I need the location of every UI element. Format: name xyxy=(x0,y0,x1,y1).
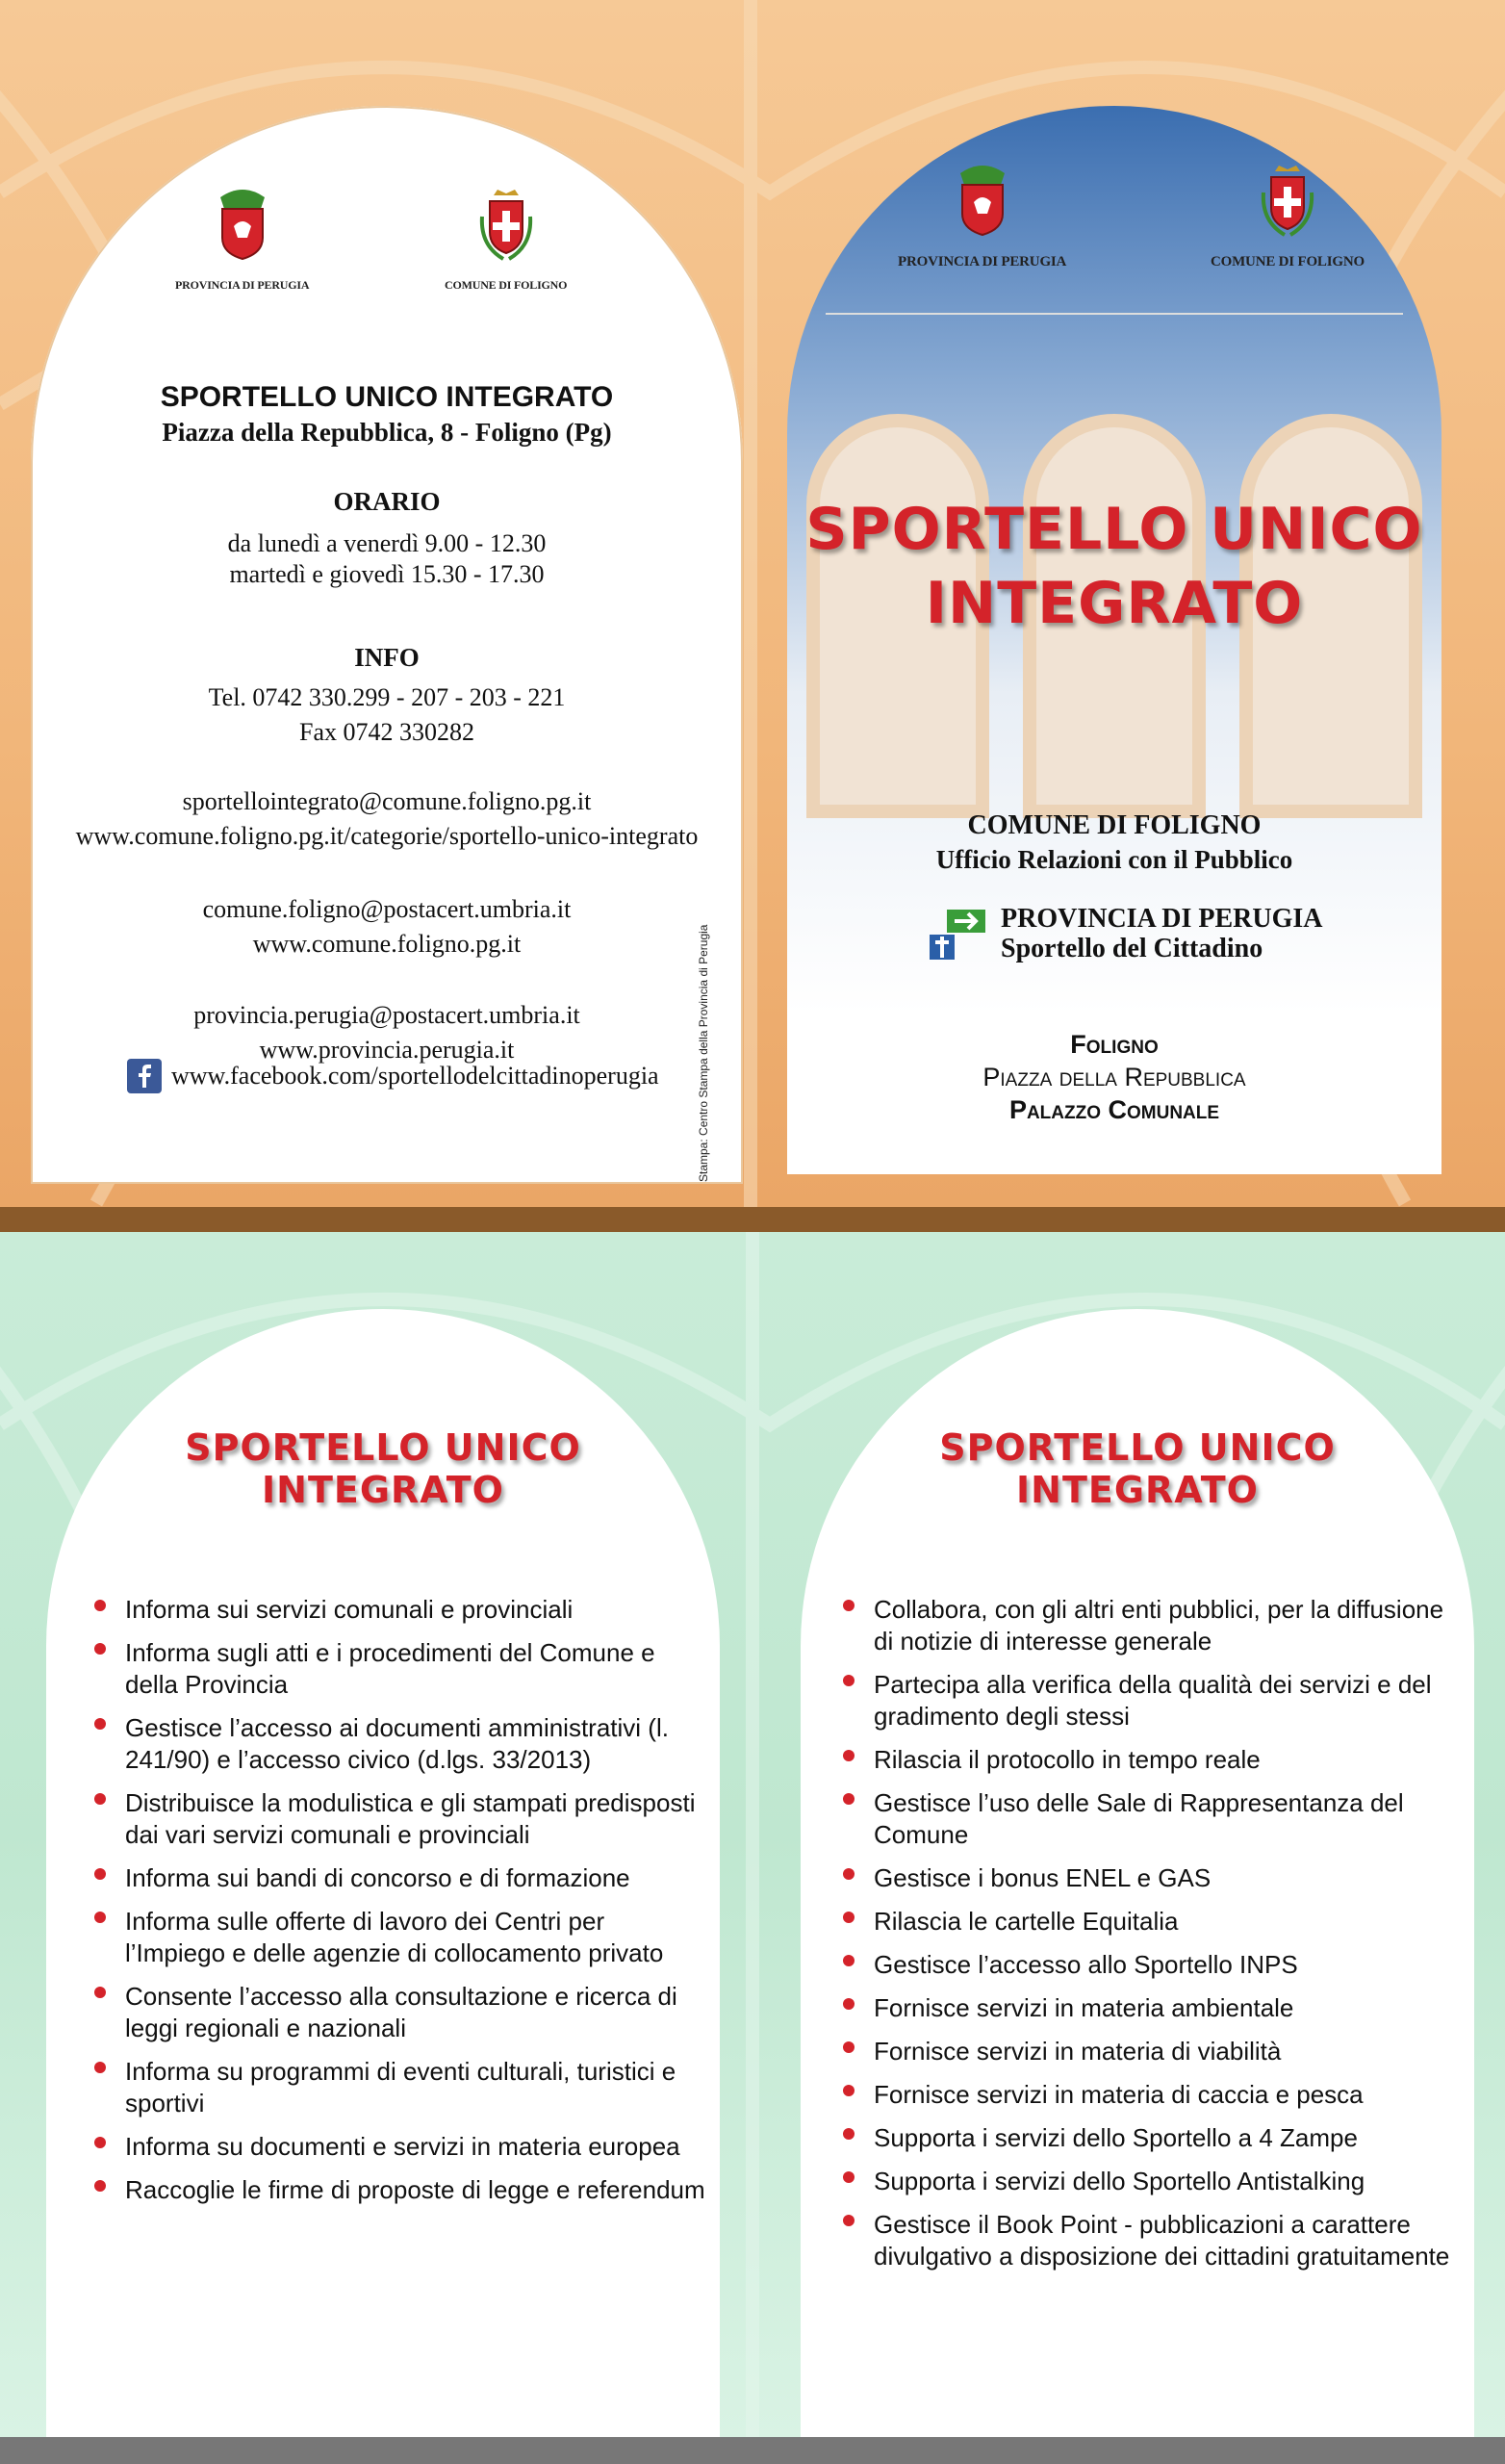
comune-logo-label: COMUNE DI FOLIGNO xyxy=(445,278,568,292)
comune-foligno-crest-icon xyxy=(476,188,536,261)
inside-left-panel xyxy=(46,1309,720,2437)
list-item-text: Supporta i servizi dello Sportello Antistalking xyxy=(874,2167,1365,2195)
list-item xyxy=(94,1981,710,2044)
bullet-icon xyxy=(94,1793,106,1805)
cover-title-line-1: SPORTELLO UNICO xyxy=(805,496,1423,563)
email-comune[interactable]: comune.foligno@postacert.umbria.it xyxy=(202,895,572,923)
list-item-text: Gestisce l’uso delle Sale di Rappresentanza del Comune xyxy=(874,1788,1404,1849)
bullet-icon xyxy=(843,1998,855,2010)
list-item-text: Gestisce l’accesso allo Sportello INPS xyxy=(874,1950,1298,1979)
list-item xyxy=(94,2056,710,2119)
sportello-cittadino-logo-icon xyxy=(928,908,987,962)
list-item-text: Gestisce i bonus ENEL e GAS xyxy=(874,1863,1212,1892)
provincia-logo-label: PROVINCIA DI PERUGIA xyxy=(898,254,1067,270)
list-item-text: Rilascia il protocollo in tempo reale xyxy=(874,1745,1261,1774)
list-item-text: Informa sulle offerte di lavoro dei Centri per l’Impiego e delle agenzie di collocamento privato xyxy=(125,1907,664,1967)
list-item-text: Raccoglie le firme di proposte di legge e referendum xyxy=(125,2175,705,2204)
hours-line-1: da lunedì a venerdì 9.00 - 12.30 xyxy=(227,529,547,557)
bullet-icon xyxy=(94,2062,106,2073)
list-item xyxy=(94,1787,710,1851)
list-item-text: Informa sui servizi comunali e provinciali xyxy=(125,1595,574,1624)
list-item xyxy=(843,1787,1459,1851)
list-item-text: Informa sugli atti e i procedimenti del Comune e della Provincia xyxy=(125,1638,655,1699)
sportello-cittadino-block xyxy=(928,905,1322,964)
bullet-icon xyxy=(843,1955,855,1966)
provincia-logo-cover xyxy=(898,164,1066,270)
bullet-icon xyxy=(843,1793,855,1805)
telephone: Tel. 0742 330.299 - 207 - 203 - 221 xyxy=(208,683,566,711)
list-item xyxy=(94,1712,710,1776)
bullet-icon xyxy=(843,1675,855,1686)
print-credit: Stampa: Centro Stampa della Provincia di Perugia xyxy=(697,924,710,1182)
provincia-perugia-crest-icon xyxy=(953,164,1012,237)
comune-logo-label: COMUNE DI FOLIGNO xyxy=(1211,254,1365,270)
list-item-text: Fornisce servizi in materia ambientale xyxy=(874,1993,1294,2022)
facebook-link[interactable]: www.facebook.com/sportellodelcittadinoperugia xyxy=(171,1062,659,1090)
ufficio-name: Ufficio Relazioni con il Pubblico xyxy=(935,845,1293,874)
inside-left-title-line-2: INTEGRATO xyxy=(262,1469,504,1511)
list-item xyxy=(843,2079,1459,2111)
comune-logo-cover xyxy=(1211,164,1365,270)
bullet-icon xyxy=(94,2137,106,2148)
hours-line-2: martedì e giovedì 15.30 - 17.30 xyxy=(229,560,545,588)
bullet-icon xyxy=(843,1750,855,1761)
list-item xyxy=(843,2036,1459,2067)
bullet-icon xyxy=(94,1987,106,1998)
comune-foligno-crest-icon xyxy=(1258,164,1317,237)
hours-heading: ORARIO xyxy=(333,487,441,516)
list-item-text: Fornisce servizi in materia di caccia e pesca xyxy=(874,2080,1364,2109)
list-item xyxy=(94,1862,710,1894)
list-item xyxy=(843,1949,1459,1981)
list-item xyxy=(94,1906,710,1969)
bullet-icon xyxy=(843,2041,855,2053)
footer-bar xyxy=(0,2437,1505,2464)
inside-right-title-line-1: SPORTELLO UNICO xyxy=(939,1426,1336,1469)
bullet-icon xyxy=(94,1643,106,1655)
bullet-icon xyxy=(94,1600,106,1611)
fax: Fax 0742 330282 xyxy=(299,718,474,746)
bullet-icon xyxy=(843,1600,855,1611)
list-item xyxy=(843,1594,1459,1657)
web-sportello[interactable]: www.comune.foligno.pg.it/categorie/sportello-unico-integrato xyxy=(75,822,699,850)
list-item-text: Informa su documenti e servizi in materia europea xyxy=(125,2132,680,2161)
list-item-text: Rilascia le cartelle Equitalia xyxy=(874,1907,1179,1936)
list-item-text: Gestisce l’accesso ai documenti amministrativi (l. 241/90) e l’accesso civico (d.lgs. 33/2013) xyxy=(125,1713,669,1774)
list-item xyxy=(843,1744,1459,1776)
provincia-logo-label: PROVINCIA DI PERUGIA xyxy=(175,278,310,292)
email-provincia[interactable]: provincia.perugia@postacert.umbria.it xyxy=(193,1001,580,1029)
web-provincia[interactable]: www.provincia.perugia.it xyxy=(259,1036,515,1064)
inside-right-list xyxy=(843,1594,1459,2284)
list-item-text: Fornisce servizi in materia di viabilità xyxy=(874,2037,1282,2066)
inside-right-panel xyxy=(801,1309,1474,2437)
list-item-text: Distribuisce la modulistica e gli stampati predisposti dai vari servizi comunali e provinciali xyxy=(125,1788,696,1849)
list-item xyxy=(843,1906,1459,1938)
provincia-name: PROVINCIA DI PERUGIA xyxy=(1001,904,1323,934)
list-item-text: Supporta i servizi dello Sportello a 4 Zampe xyxy=(874,2123,1358,2152)
list-item-text: Consente l’accesso alla consultazione e ricerca di leggi regionali e nazionali xyxy=(125,1982,677,2042)
bullet-icon xyxy=(94,1718,106,1730)
list-item-text: Informa sui bandi di concorso e di formazione xyxy=(125,1863,630,1892)
web-comune[interactable]: www.comune.foligno.pg.it xyxy=(252,930,522,958)
list-item xyxy=(843,1862,1459,1894)
list-item xyxy=(94,2174,710,2206)
provincia-perugia-crest-icon xyxy=(213,188,272,261)
comune-name: COMUNE DI FOLIGNO xyxy=(967,810,1262,840)
list-item xyxy=(843,2166,1459,2197)
list-item xyxy=(94,1637,710,1701)
fold-divider xyxy=(0,1207,1505,1232)
list-item-text: Informa su programmi di eventi culturali, turistici e sportivi xyxy=(125,2057,676,2118)
provincia-logo xyxy=(175,188,309,293)
list-item xyxy=(843,1992,1459,2024)
bullet-icon xyxy=(843,1868,855,1880)
inside-left-list xyxy=(94,1594,710,2218)
inside-right-title-line-2: INTEGRATO xyxy=(1016,1469,1259,1511)
list-item-text: Collabora, con gli altri enti pubblici, per la diffusione di notizie di interesse generale xyxy=(874,1595,1444,1656)
info-heading: INFO xyxy=(354,643,420,672)
bullet-icon xyxy=(843,1912,855,1923)
bullet-icon xyxy=(843,2215,855,2226)
list-item-text: Gestisce il Book Point - pubblicazioni a carattere divulgativo a disposizione dei cittadini gratuitamente xyxy=(874,2210,1450,2271)
list-item xyxy=(94,2131,710,2163)
cover-left-title: SPORTELLO UNICO INTEGRATO xyxy=(160,381,614,413)
location-building: Palazzo Comunale xyxy=(1008,1095,1220,1124)
email-sportello[interactable]: sportellointegrato@comune.foligno.pg.it xyxy=(182,787,592,815)
list-item xyxy=(94,1594,710,1626)
bullet-icon xyxy=(843,2171,855,2183)
list-item xyxy=(843,2122,1459,2154)
cover-left-address: Piazza della Repubblica, 8 - Foligno (Pg) xyxy=(162,418,612,447)
cover-left-panel xyxy=(31,106,743,1184)
inside-left-title-line-1: SPORTELLO UNICO xyxy=(185,1426,581,1469)
comune-logo xyxy=(445,188,567,293)
list-item xyxy=(843,2209,1459,2272)
list-item-text: Partecipa alla verifica della qualità dei servizi e del gradimento degli stessi xyxy=(874,1670,1432,1731)
bullet-icon xyxy=(843,2085,855,2096)
facebook-row[interactable] xyxy=(127,1059,743,1093)
location-city: Foligno xyxy=(1070,1030,1159,1059)
facebook-icon xyxy=(127,1059,162,1093)
sportello-cittadino-name: Sportello del Cittadino xyxy=(1001,934,1263,963)
location-square: Piazza della Repubblica xyxy=(982,1063,1246,1091)
bullet-icon xyxy=(94,2180,106,2192)
bullet-icon xyxy=(94,1868,106,1880)
bullet-icon xyxy=(94,1912,106,1923)
cover-title-line-2: INTEGRATO xyxy=(925,570,1304,637)
cover-right-panel xyxy=(787,106,1441,1174)
list-item xyxy=(843,1669,1459,1732)
bullet-icon xyxy=(843,2128,855,2140)
